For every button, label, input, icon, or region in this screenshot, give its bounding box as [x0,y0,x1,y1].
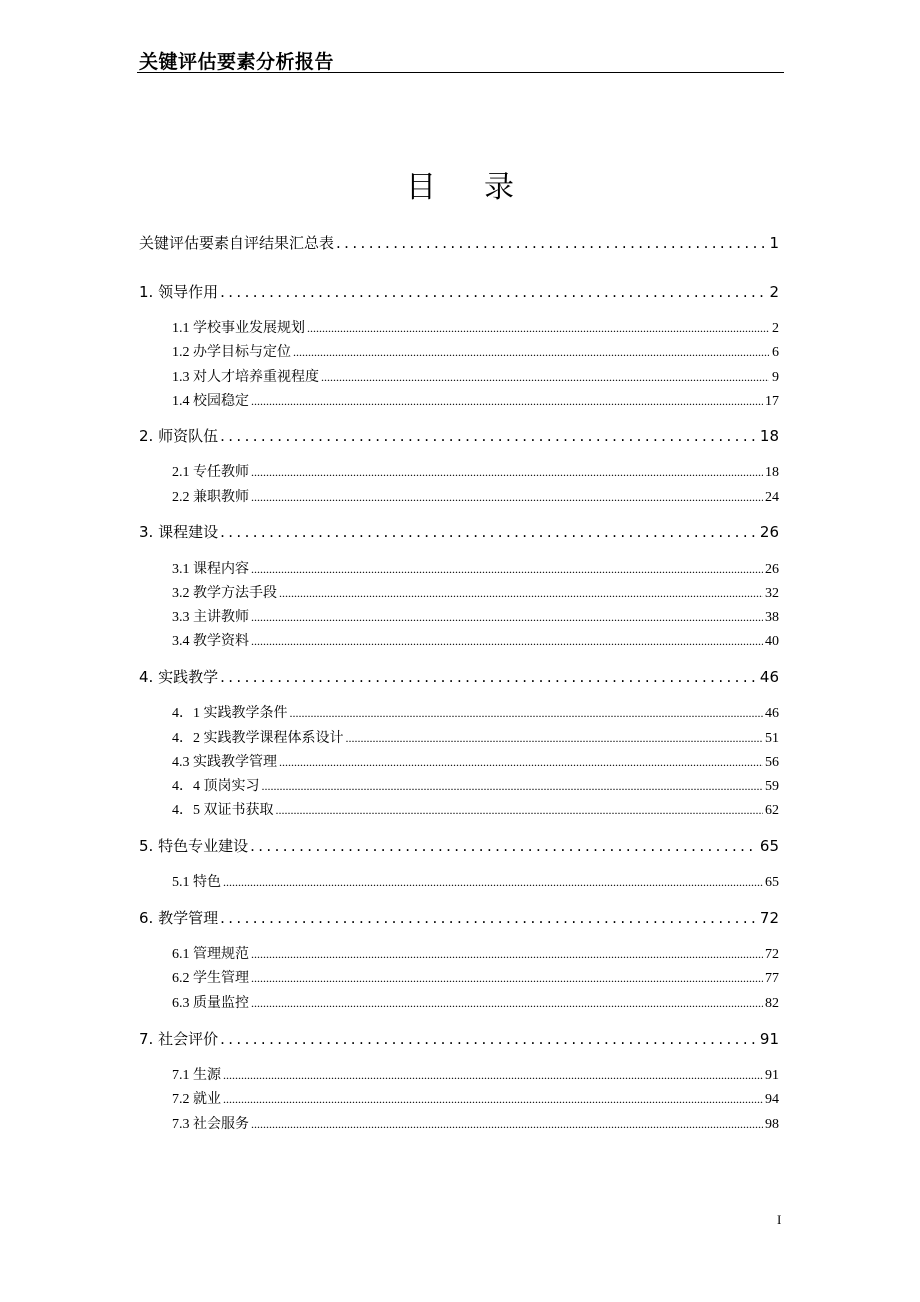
toc-title-char: 目 [406,170,436,205]
toc-entry-chapter[interactable] [139,425,779,447]
toc-entry-page: 2 [772,321,779,336]
toc-entry-label: 关键评估要素自评结果汇总表 [139,234,335,252]
dot-leader [251,562,763,577]
dot-leader [346,731,764,746]
toc-entry-page: 46 [759,668,779,686]
toc-entry-page: 56 [765,755,779,770]
toc-entry-label: 1.1 学校事业发展规划 [172,321,305,336]
toc-entry-label: 3.4 教学资料 [172,634,249,649]
toc-entry-page: 65 [759,837,779,855]
toc-entry-page: 9 [772,370,779,385]
toc-entry-page: 18 [759,427,779,445]
dot-leader [251,465,763,480]
toc-entry-section[interactable] [172,992,779,1014]
dot-leader [251,996,763,1011]
dot-leader [251,971,763,986]
toc-entry-page: 1 [769,234,779,252]
toc-entry-section[interactable] [172,799,779,821]
toc-entry-section[interactable] [172,1113,779,1135]
dot-leader [279,586,763,601]
toc-entry-section[interactable] [172,943,779,965]
toc-entry-page: 77 [765,971,779,986]
toc-entry-label: 1. 领导作用 [139,283,219,301]
page-number: I [777,1212,782,1227]
toc-entry-label: 5. 特色专业建设 [139,837,249,855]
toc-entry-label: 1.2 办学目标与定位 [172,345,291,360]
toc-entry-section[interactable] [172,582,779,604]
dot-leader [262,779,764,794]
toc-entry-page: 72 [759,909,779,927]
toc-entry-label: 4.3 实践教学管理 [172,755,277,770]
toc-entry-page: 82 [765,996,779,1011]
toc-entry-chapter[interactable] [139,1028,779,1050]
dot-leader [251,610,763,625]
toc-entry-page: 24 [765,490,779,505]
toc-entry-section[interactable] [172,871,779,893]
dot-leader [251,1117,763,1132]
toc-entry-label: 7. 社会评价 [139,1030,219,1048]
toc-entry-label: 4．2 实践教学课程体系设计 [172,731,344,746]
toc-entry-label: 2.2 兼职教师 [172,490,249,505]
toc-entry-label: 3.3 主讲教师 [172,610,249,625]
dot-leader [250,837,758,855]
toc-entry-page: 46 [765,706,779,721]
toc-entry-label: 3. 课程建设 [139,523,219,541]
toc-entry-page: 18 [765,465,779,480]
toc-entry-label: 5.1 特色 [172,875,221,890]
dot-leader [251,947,763,962]
toc-entry-page: 91 [759,1030,779,1048]
toc-entry-chapter[interactable] [139,281,779,303]
toc-entry-label: 6.1 管理规范 [172,947,249,962]
toc-entry-label: 7.1 生源 [172,1068,221,1083]
toc-entry-section[interactable] [172,486,779,508]
toc-entry-label: 6.2 学生管理 [172,971,249,986]
toc-entry-page: 6 [772,345,779,360]
toc-entry-page: 72 [765,947,779,962]
dot-leader [223,1068,763,1083]
toc-entry-label: 4．4 顶岗实习 [172,779,260,794]
toc-entry-section[interactable] [172,558,779,580]
dot-leader [293,345,769,360]
dot-leader [276,803,764,818]
toc-entry-page: 91 [765,1068,779,1083]
toc-entry-label: 1.4 校园稳定 [172,394,249,409]
dot-leader [251,634,763,649]
toc-entry-section[interactable] [172,630,779,652]
toc-entry-section[interactable] [172,727,779,749]
toc-entry-label: 6.3 质量监控 [172,996,249,1011]
toc-entry-section[interactable] [172,1064,779,1086]
toc-entry-label: 3.1 课程内容 [172,562,249,577]
toc-entry-label: 1.3 对人才培养重视程度 [172,370,319,385]
toc-entry-label: 4．5 双证书获取 [172,803,274,818]
toc-entry-page: 94 [765,1092,779,1107]
dot-leader [220,668,758,686]
toc-title [0,162,920,206]
dot-leader [220,909,758,927]
toc-entry-section[interactable] [172,1088,779,1110]
toc-entry-page: 26 [759,523,779,541]
toc-entry-label: 4. 实践教学 [139,668,219,686]
toc-entry-page: 2 [769,283,779,301]
dot-leader [220,427,758,445]
toc-entry-label: 3.2 教学方法手段 [172,586,277,601]
toc-entry-section[interactable] [172,751,779,773]
toc-entry-label: 4．1 实践教学条件 [172,706,288,721]
dot-leader [220,523,758,541]
dot-leader [251,490,763,505]
toc-entry-page: 17 [765,394,779,409]
toc-entry-label: 7.3 社会服务 [172,1117,249,1132]
toc-entry-label: 2. 师资队伍 [139,427,219,445]
dot-leader [220,283,767,301]
dot-leader [321,370,769,385]
toc-entry-section[interactable] [172,702,779,724]
toc-entry-section[interactable] [172,390,779,412]
running-header: 关键评估要素分析报告 [139,51,335,73]
dot-leader [279,755,763,770]
toc-entry-chapter[interactable] [139,232,779,254]
toc-entry-page: 59 [765,779,779,794]
toc-entry-section[interactable] [172,317,779,339]
toc-entry-page: 26 [765,562,779,577]
dot-leader [220,1030,758,1048]
toc-entry-page: 98 [765,1117,779,1132]
toc-entry-chapter[interactable] [139,521,779,543]
toc-entry-page: 40 [765,634,779,649]
toc-entry-label: 7.2 就业 [172,1092,221,1107]
toc-entry-page: 38 [765,610,779,625]
toc-entry-section[interactable] [172,366,779,388]
dot-leader [290,706,764,721]
toc-entry-page: 62 [765,803,779,818]
toc-entry-page: 32 [765,586,779,601]
toc-entry-label: 6. 教学管理 [139,909,219,927]
toc-entry-section[interactable] [172,606,779,628]
dot-leader [307,321,769,336]
toc-entry-section[interactable] [172,461,779,483]
header-rule [137,72,784,73]
toc-entry-chapter[interactable] [139,835,779,857]
toc-entry-section[interactable] [172,775,779,797]
dot-leader [251,394,763,409]
dot-leader [223,1092,763,1107]
toc-title-char: 录 [484,170,514,205]
dot-leader [336,234,767,252]
toc-entry-label: 2.1 专任教师 [172,465,249,480]
dot-leader [223,875,763,890]
toc-entry-section[interactable] [172,341,779,363]
toc-entry-page: 51 [765,731,779,746]
toc-entry-chapter[interactable] [139,666,779,688]
toc-entry-chapter[interactable] [139,907,779,929]
toc-entry-page: 65 [765,875,779,890]
toc-entry-section[interactable] [172,967,779,989]
